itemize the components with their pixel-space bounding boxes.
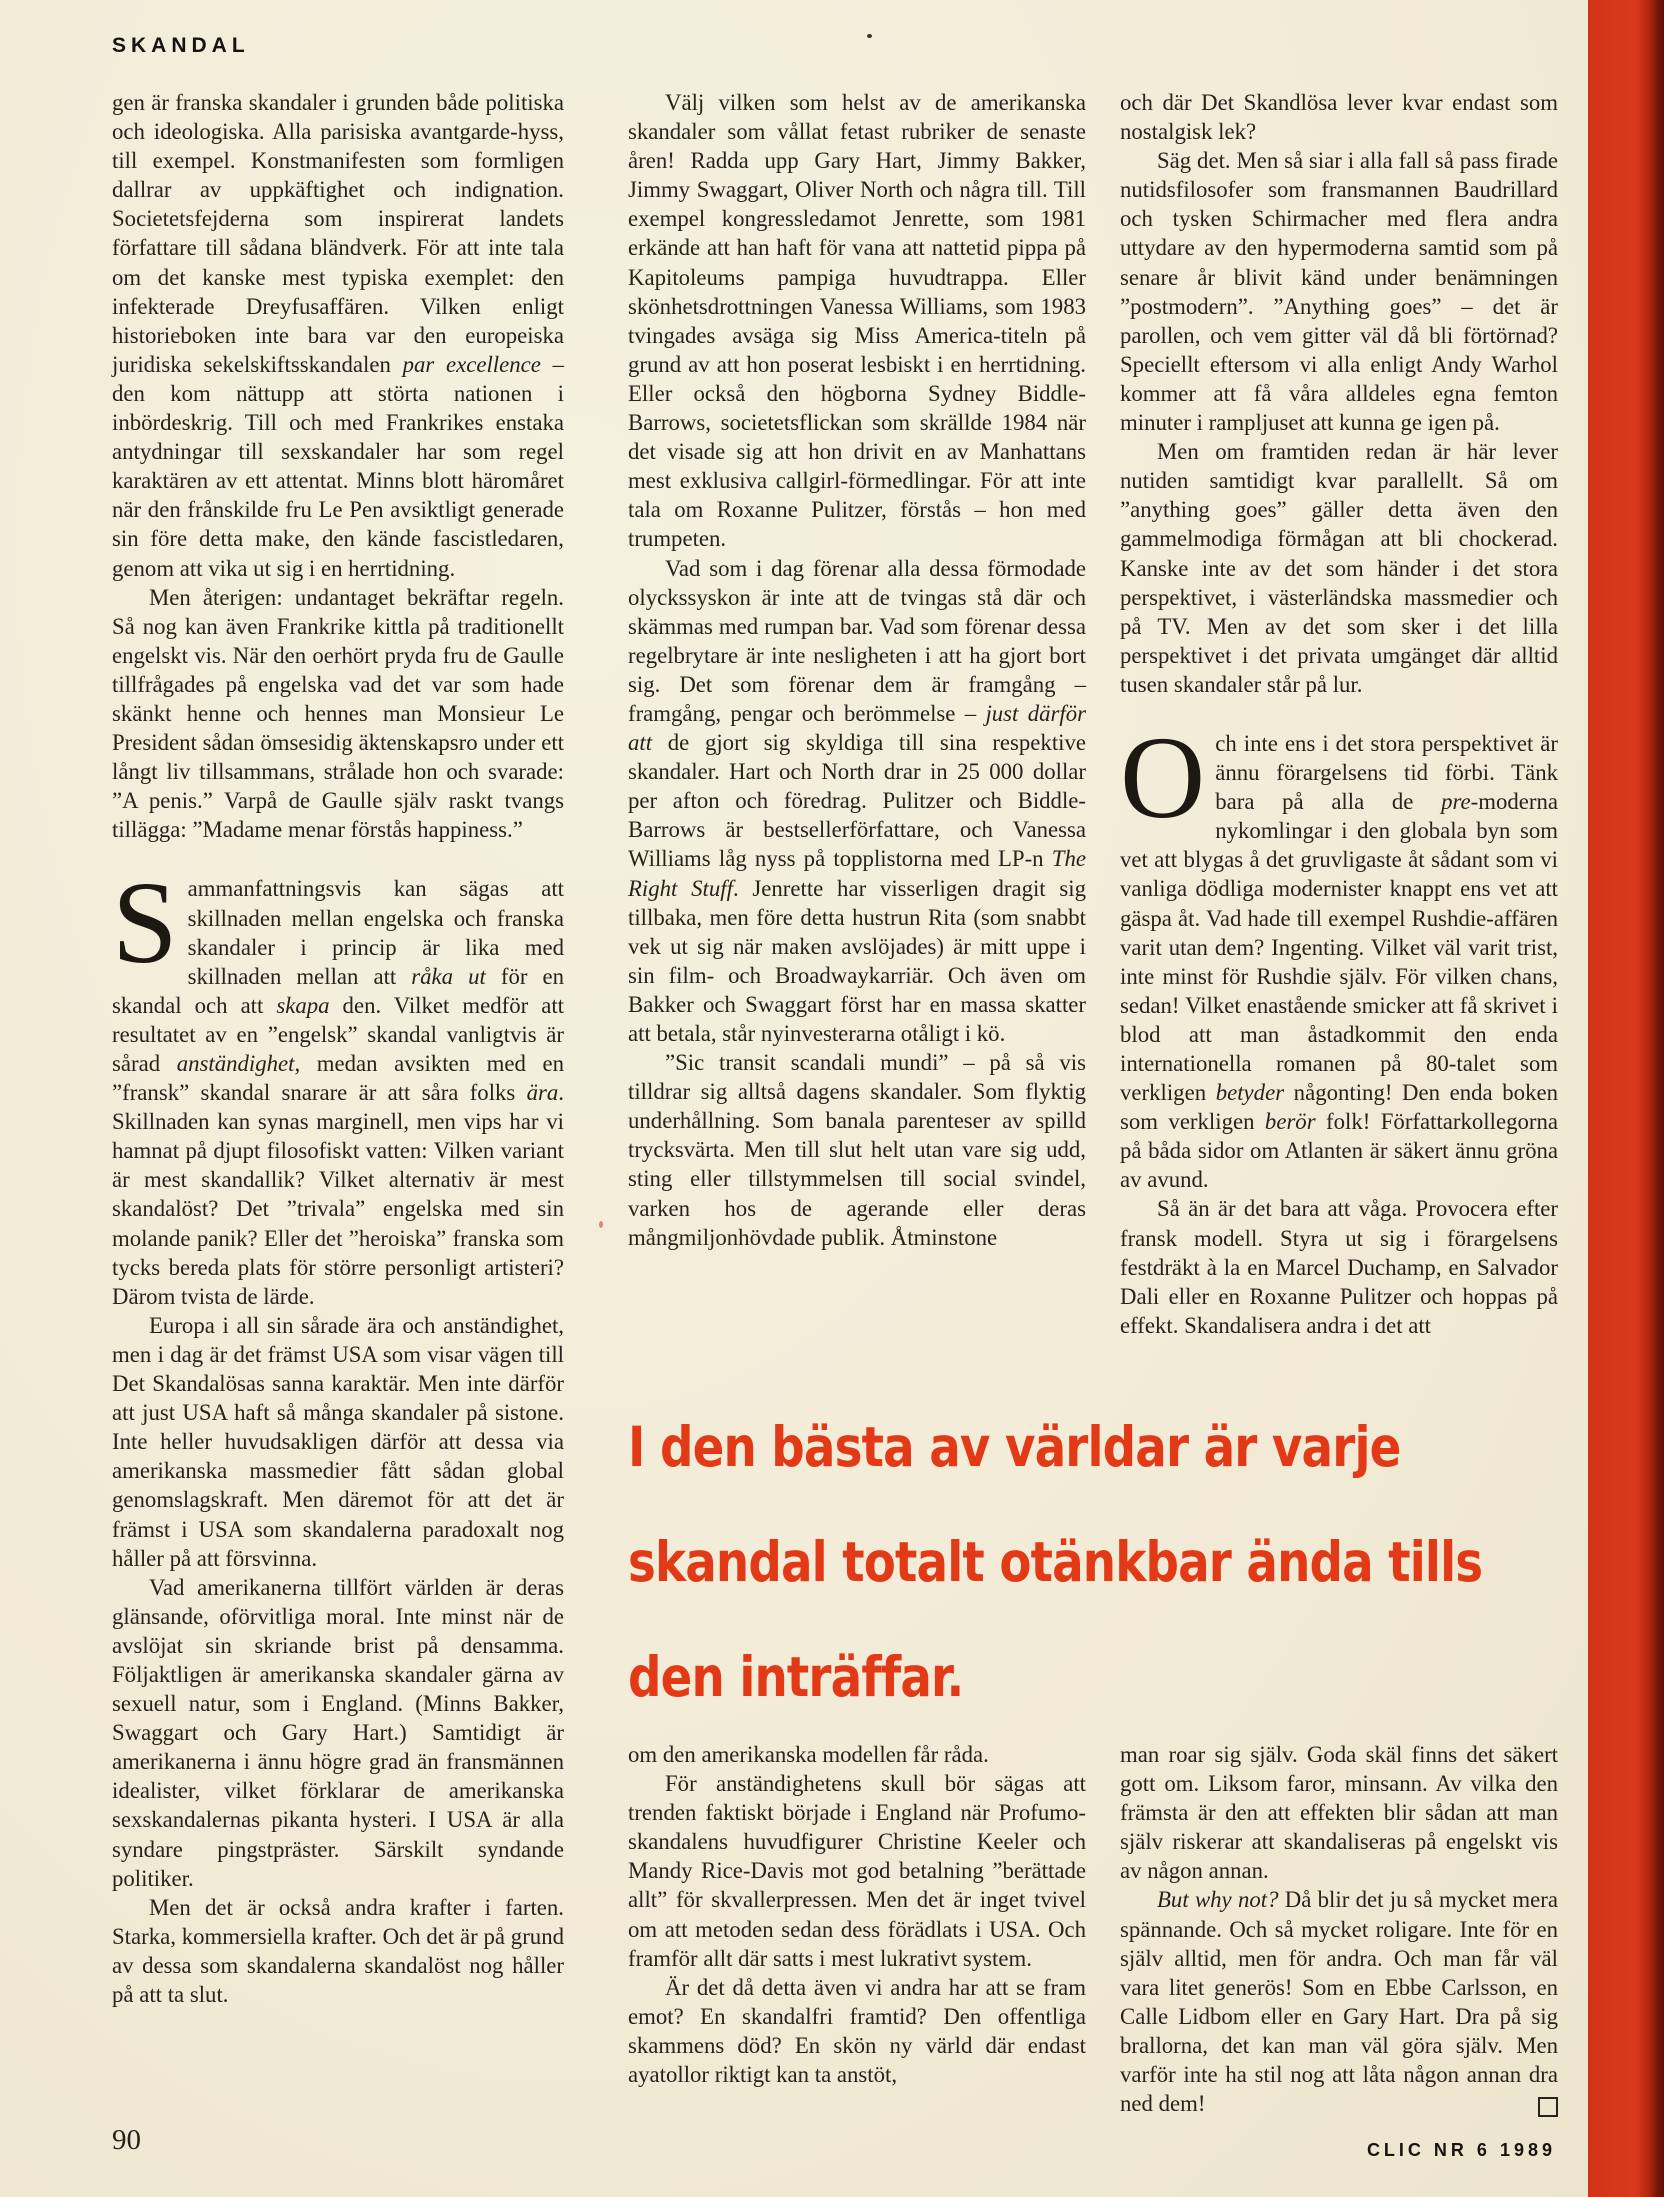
paragraph: Och inte ens i det stora perspektivet är ännu förargelsens tid förbi. Tänk bara på alla de pre-moderna nykomlingar i den globala byn som vet att blygas å det gruvligaste åt sådant som vi vanliga dödliga modernister knappt ens vet att gäspa åt. Vad hade till exempel Rushdie-affären varit utan dem? Ingenting. Vilket väl varit trist, inte minst för Rushdie själv. För vilken chans, sedan! Vilket enastående smicker att få skrivet i blod att man åstadkommit den enda internationella romanen på 80-talet som verkligen betyder någonting! Den enda boken som verkligen berör folk! Författarkollegorna på båda sidor om Atlanten är säkert ännu gröna av avund. — [1120, 711, 1558, 1193]
drop-cap: O — [1120, 711, 1206, 843]
emphasized-text: ära — [526, 1080, 559, 1106]
pull-quote-line: den inträffar. — [628, 1645, 964, 1709]
paragraph: Men återigen: undantaget bekräftar regeln. Så nog kan även Frankrike kittla på traditionellt engelskt vis. När den oerhört pryda fru de Gaulle tillfrågades på engelska vad det var som hade skänkt henne och hennes man Monsieur Le President sådan ömsesidig äktenskapsro under ett långt liv tillsammans, strålade hon och svarade: ”A penis.” Varpå de Gaulle själv raskt tvangs tillägga: ”Madame menar förstås happiness.” — [112, 584, 564, 843]
red-edge-bar — [1588, 0, 1664, 2197]
paragraph: gen är franska skandaler i grunden både politiska och ideologiska. Alla parisiska avantgarde-hyss, till exempel. Konstmanifesten som formligen dallrar av uppkäftighet och indignation. Societetsfejderna som inspirerat landets författare till sådana bländverk. För att inte tala om det kanske mest typiska exemplet: den infekterade Dreyfusaffären. Vilken enligt historieboken inte bara var den europeiska juridiska sekelskiftsskandalen par excellence – den kom nättupp att störta nationen i inbördeskrig. Till och med Frankrikes enstaka antydningar till sexskandaler har som regel karaktären av ett attentat. Minns blott häromåret när den frånskilde fru Le Pen avsiktligt generade sin före detta make, den kände fascistledaren, genom att vika ut sig i en herrtidning. — [112, 90, 564, 581]
column-1 — [112, 88, 564, 2009]
paragraph: Men det är också andra krafter i farten. Starka, kommersiella krafter. Och det är på grund av dessa som skandalerna skandalöst nog håller på att ta slut. — [112, 1894, 564, 2007]
paragraph: Europa i all sin sårade ära och anständighet, men i dag är det främst USA som visar vägen till Det Skandalösas sanna karaktär. Men inte därför att just USA haft så många skandaler på sistone. Inte heller huvudsakligen därför att dessa via amerikanska massmedier fått sådan global genomslagskraft. Men däremot för att det är främst i USA som skandalerna paradoxalt nog håller på att försvinna. — [112, 1312, 564, 1571]
paragraph: ”Sic transit scandali mundi” – på så vis tilldrar sig alltså dagens skandaler. Som flyktig underhållning. Som banala parenteser av spilld trycksvärta. Men till slut helt utan vare sig udd, sting eller tillstymmelsen till social svindel, varken hos de agerande eller deras mångmiljonhövdade publik. Åtminstone — [628, 1050, 1086, 1250]
emphasized-text: The Right Stuff — [628, 846, 1086, 901]
emphasized-text: pre — [1441, 789, 1471, 815]
end-of-article-mark — [1538, 2097, 1558, 2117]
footer-page-number: 90 — [112, 2124, 141, 2156]
emphasized-text: betyder — [1215, 1080, 1285, 1106]
emphasized-text: berör — [1264, 1109, 1316, 1135]
paragraph: man roar sig själv. Goda skäl finns det säkert gott om. Liksom faror, minsann. Av vilka den främsta är den att effekten blir sådan att man själv riskerar att skandaliseras på engelskt vis av någon annan. — [1120, 1742, 1558, 1884]
column-2-bottom — [628, 1740, 1086, 2089]
pull-quote-line: skandal totalt otänkbar ända tills — [628, 1530, 1483, 1594]
paragraph: om den amerikanska modellen får råda. — [628, 1742, 989, 1767]
paragraph: Men om framtiden redan är här lever nutiden samtidigt kvar parallellt. Så om ”anything goes” gäller detta även den gammelmodiga förmågan att bli chockerad. Kanske inte av det som händer i det stora perspektivet, i västerländska massmedier och på TV. Men av det som sker i det lilla perspektivet i det privata umgänget där alltid tusen skandaler står på lur. — [1120, 439, 1558, 697]
drop-cap: S — [112, 857, 178, 989]
paragraph: och där Det Skandlösa lever kvar endast som nostalgisk lek? — [1120, 90, 1558, 145]
emphasized-text: anständighet — [176, 1051, 295, 1076]
emphasized-text: råka ut — [411, 963, 486, 989]
footer-credit: CLIC NR 6 1989 — [1366, 2140, 1556, 2160]
section-label: SKANDAL — [112, 34, 250, 57]
paragraph: Är det då detta även vi andra har att se fram emot? En skandalfri framtid? Den offentliga skammens död? En skön ny värld där endast ayatollor riktigt kan ta anstöt, — [628, 1974, 1086, 2088]
column-3-bottom — [1120, 1740, 1558, 2118]
paragraph: Så än är det bara att våga. Provocera efter fransk modell. Styra ut sig i förargelsens festdräkt à la en Marcel Duchamp, en Salvador Dali eller en Roxanne Pulitzer och hoppas på effekt. Skandalisera andra i det att — [1120, 1196, 1558, 1338]
paragraph: Välj vilken som helst av de amerikanska skandaler som vållat fetast rubriker de senaste åren! Radda upp Gary Hart, Jimmy Bakker, Jimmy Swaggart, Oliver North och några till. Till exempel kongressledamot Jenrette, som 1981 erkände att han haft för vana att nattetid pippa på Kapitoleums pampiga huvudtrappa. Eller skönhetsdrottningen Vanessa Williams, som 1983 tvingades avsäga sig Miss America-titeln på grund av att hon poserat lesbiskt i en herrtidning. Eller också den högborna Sydney Biddle-Barrows, societetsflickan som skrällde 1984 när det visade sig att hon drivit en av Manhattans mest exklusiva callgirl-förmedlingar. För att inte tala om Roxanne Pulitzer, förstås – hon med trumpeten. — [628, 90, 1086, 552]
emphasized-text: par excellence — [402, 351, 541, 377]
paragraph: För anständighetens skull bör sägas att trenden faktiskt började i England när Profumo-skandalens huvudfigurer Christine Keeler och Mandy Rice-Davis mot god betalning ”berättade allt” för skvallerpressen. Men det är inget tvivel om att metoden sedan dess förädlats i USA. Och framför allt där satts i mest lukrativt system. — [628, 1771, 1086, 1971]
emphasized-text: But why not? — [1157, 1887, 1279, 1913]
dust-speck — [599, 1221, 603, 1228]
emphasized-text: skapa — [276, 992, 330, 1018]
paragraph: Säg det. Men så siar i alla fall så pass firade nutidsfilosofer som fransmannen Baudrillard och tysken Schirmacher med flera andra uttydare av den hypermoderna samtid som på senare år blivit känd under benämningen ”postmodern”. ”Anything goes” – det är parollen, och vem gitter väl då bli förtörnad? Speciellt eftersom vi alla enligt Andy Warhol kommer att få våra alldeles egna femton minuter i rampljuset att kunna ge igen på. — [1120, 148, 1558, 436]
column-3-top — [1120, 88, 1558, 1340]
pull-quote — [628, 1390, 1540, 1735]
emphasized-text: just därför att — [628, 700, 1086, 756]
pull-quote-line: I den bästa av världar är varje — [628, 1415, 1401, 1479]
paragraph: But why not? Då blir det ju så mycket mera spännande. Och så mycket roligare. Inte för en själv alltid, men för andra. Och man får väl vara litet generös! Som en Ebbe Carlsson, en Calle Lidbom eller en Gary Hart. Dra på sig brallorna, det kan man väl göra själv. Men varför inte ha stil nog att låta någon annan dra ned dem! — [1120, 1887, 1558, 2117]
paragraph: Vad som i dag förenar alla dessa förmodade olyckssyskon är inte att de tvingas stå där och skämmas med rumpan bar. Vad som förenar dessa regelbrytare är inte nesligheten i att ha gjort bort sig. Det som förenar dem är framgång – framgång, pengar och berömmelse – just därför att de gjort sig skyldiga till sina respektive skandaler. Hart och North drar in 25 000 dollar per afton och föredrag. Pulitzer och Biddle-Barrows är bestsellerförfattare, och Vanessa Williams låg nyss på topplistorna med LP-n The Right Stuff. Jenrette har visserligen dragit sig tillbaka, men före detta hustrun Rita (som snabbt vek ut sig när maken avslöjades) är mitt uppe i sin film- och Broadwaykarriär. Och även om Bakker och Swaggart först har en massa skatter att betala, står nyinvesterarna otåligt i kö. — [628, 555, 1086, 1046]
column-2-top — [628, 88, 1086, 1252]
paragraph: Sammanfattningsvis kan sägas att skillnaden mellan engelska och franska skandaler i princip är lika med skillnaden mellan att råka ut för en skandal och att skapa den. Vilket medför att resultatet av en ”engelsk” skandal vanligtvis är sårad anständighet, medan avsikten med en ”fransk” skandal snarare är att såra folks ära. Skillnaden kan synas marginell, men vips har vi hamnat på djupt filosofiskt vatten: Vilken variant är mest skandallik? Vilket alternativ är mest skandalöst? Det ”trivala” engelska med sin molande panik? Eller det ”heroiska” franska som tycks bereda plats för större personligt artisteri? Därom tvista de lärde. — [112, 857, 565, 1309]
dust-speck — [867, 34, 872, 38]
paragraph: Vad amerikanerna tillfört världen är deras glänsande, oförvitliga moral. Inte minst när de avslöjat sin skriande brist på densamma. Följaktligen är amerikanska skandaler gärna av sexuell natur, som i England. (Minns Bakker, Swaggart och Gary Hart.) Samtidigt är amerikanerna i ännu högre grad än fransmännen idealister, vilket förklarar de amerikanska sexskandalernas pikanta hysteri. I USA är alla syndare pingstpräster. Särskilt syndande politiker. — [112, 1574, 564, 1891]
